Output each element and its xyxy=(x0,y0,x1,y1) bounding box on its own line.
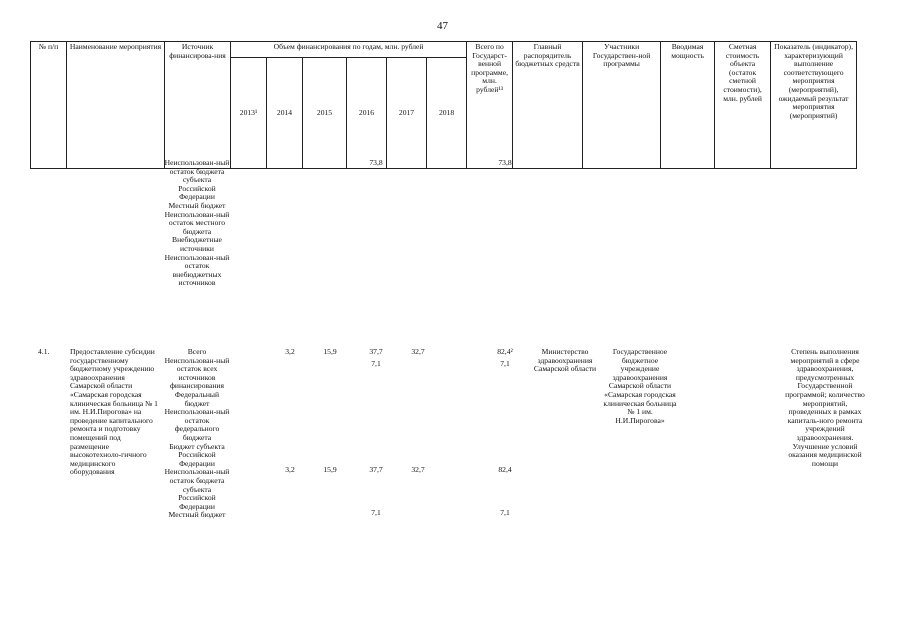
header-num: № п/п xyxy=(31,42,67,169)
header-name: Наименование мероприятия xyxy=(67,42,165,169)
source-cell: Неиспользован-ный остаток федерального бюджета xyxy=(164,407,230,442)
source-cell: Федеральный бюджет xyxy=(174,389,220,408)
source-cell: Неиспользован-ный остаток внебюджетных источников xyxy=(164,252,230,288)
header-participants: Участники Государствен-ной программы xyxy=(583,42,661,169)
top-value-total: 73,8 xyxy=(498,158,512,167)
header-year-2014: 2014 xyxy=(267,58,303,169)
value-2016: 7,1 xyxy=(371,359,381,368)
header-year-2017: 2017 xyxy=(387,58,427,169)
value-total: 82,4² xyxy=(497,347,513,356)
row-sources xyxy=(164,348,230,520)
source-cell: Местный бюджет xyxy=(168,510,226,520)
row-number: 4.1. xyxy=(38,347,50,356)
value-2014: 3,2 xyxy=(285,347,295,356)
financing-table-header xyxy=(30,41,857,169)
value-2016: 37,7 xyxy=(369,347,383,356)
header-source: Источник финансирова-ния xyxy=(165,42,231,169)
source-cell: Неиспользован-ный остаток местного бюджета xyxy=(164,209,230,236)
source-cell: Всего xyxy=(187,347,207,356)
value-2014: 3,2 xyxy=(285,465,295,474)
top-block-sources xyxy=(164,159,230,288)
source-cell: Бюджет субъекта Российской Федерации xyxy=(169,441,225,468)
header-capacity: Вводимая мощность xyxy=(661,42,715,169)
header-estimated-cost: Сметная стоимость объекта (остаток сметной стоимости), млн. рублей xyxy=(715,42,771,169)
source-cell: Местный бюджет xyxy=(168,200,226,210)
value-2017: 32,7 xyxy=(411,465,425,474)
header-year-2016: 2016 xyxy=(347,58,387,169)
header-indicator: Показатель (индикатор), характеризующий выполнение соответствующего мероприятия (мероприятий), ожидаемый результат мероприятия (мероприятий) xyxy=(771,42,857,169)
header-year-2013: 2013¹ xyxy=(231,58,267,169)
value-total: 82,4 xyxy=(498,465,512,474)
source-cell: Внебюджетные источники xyxy=(172,235,222,253)
participant: Государственное бюджетное учреждение здравоохранения Самарской области «Самарская городская клиническая больница № 1 им. Н.И.Пирогова» xyxy=(603,347,677,425)
main-manager: Министерство здравоохранения Самарской области xyxy=(533,347,597,374)
value-2016: 7,1 xyxy=(371,508,381,517)
row-name: Предоставление субсидии государственному бюджетному учреждению здравоохранения Самарской области «Самарская городская клиническая больница № 1 им. Н.И.Пирогова» на проведение капитального ремонта и подготовку помещений под размещение высокотехноло-гичного медицинского оборудования xyxy=(70,347,158,477)
value-total: 7,1 xyxy=(500,359,510,368)
source-cell: Неиспользован-ный остаток всех источников финансирования xyxy=(164,355,230,391)
value-2015: 15,9 xyxy=(323,465,337,474)
value-2015: 15,9 xyxy=(323,347,337,356)
page-number: 47 xyxy=(437,20,448,32)
source-cell: Неиспользован-ный остаток бюджета субъекта Российской Федерации xyxy=(164,158,230,202)
header-year-2015: 2015 xyxy=(303,58,347,169)
source-cell: Неиспользован-ный остаток бюджета субъекта Российской Федерации xyxy=(164,467,230,511)
indicator: Степень выполнения мероприятий в сфере здравоохранения, предусмотренных Государственной программой; количество мероприятий, проведенных в рамках капиталь-ного ремонта учреждений здравоохранения. Улучшение условий оказания медицинской помощи xyxy=(785,347,865,468)
header-year-2018: 2018 xyxy=(427,58,467,169)
top-value-2016: 73,8 xyxy=(369,158,383,167)
header-main-manager: Главный распорядитель бюджетных средств xyxy=(513,42,583,169)
value-2017: 32,7 xyxy=(411,347,425,356)
value-total: 7,1 xyxy=(500,508,510,517)
header-financing: Объем финансирования по годам, млн. рублей xyxy=(231,42,467,58)
header-total: Всего по Государст-венной программе, млн. рублей¹³ xyxy=(467,42,513,169)
value-2016: 37,7 xyxy=(369,465,383,474)
